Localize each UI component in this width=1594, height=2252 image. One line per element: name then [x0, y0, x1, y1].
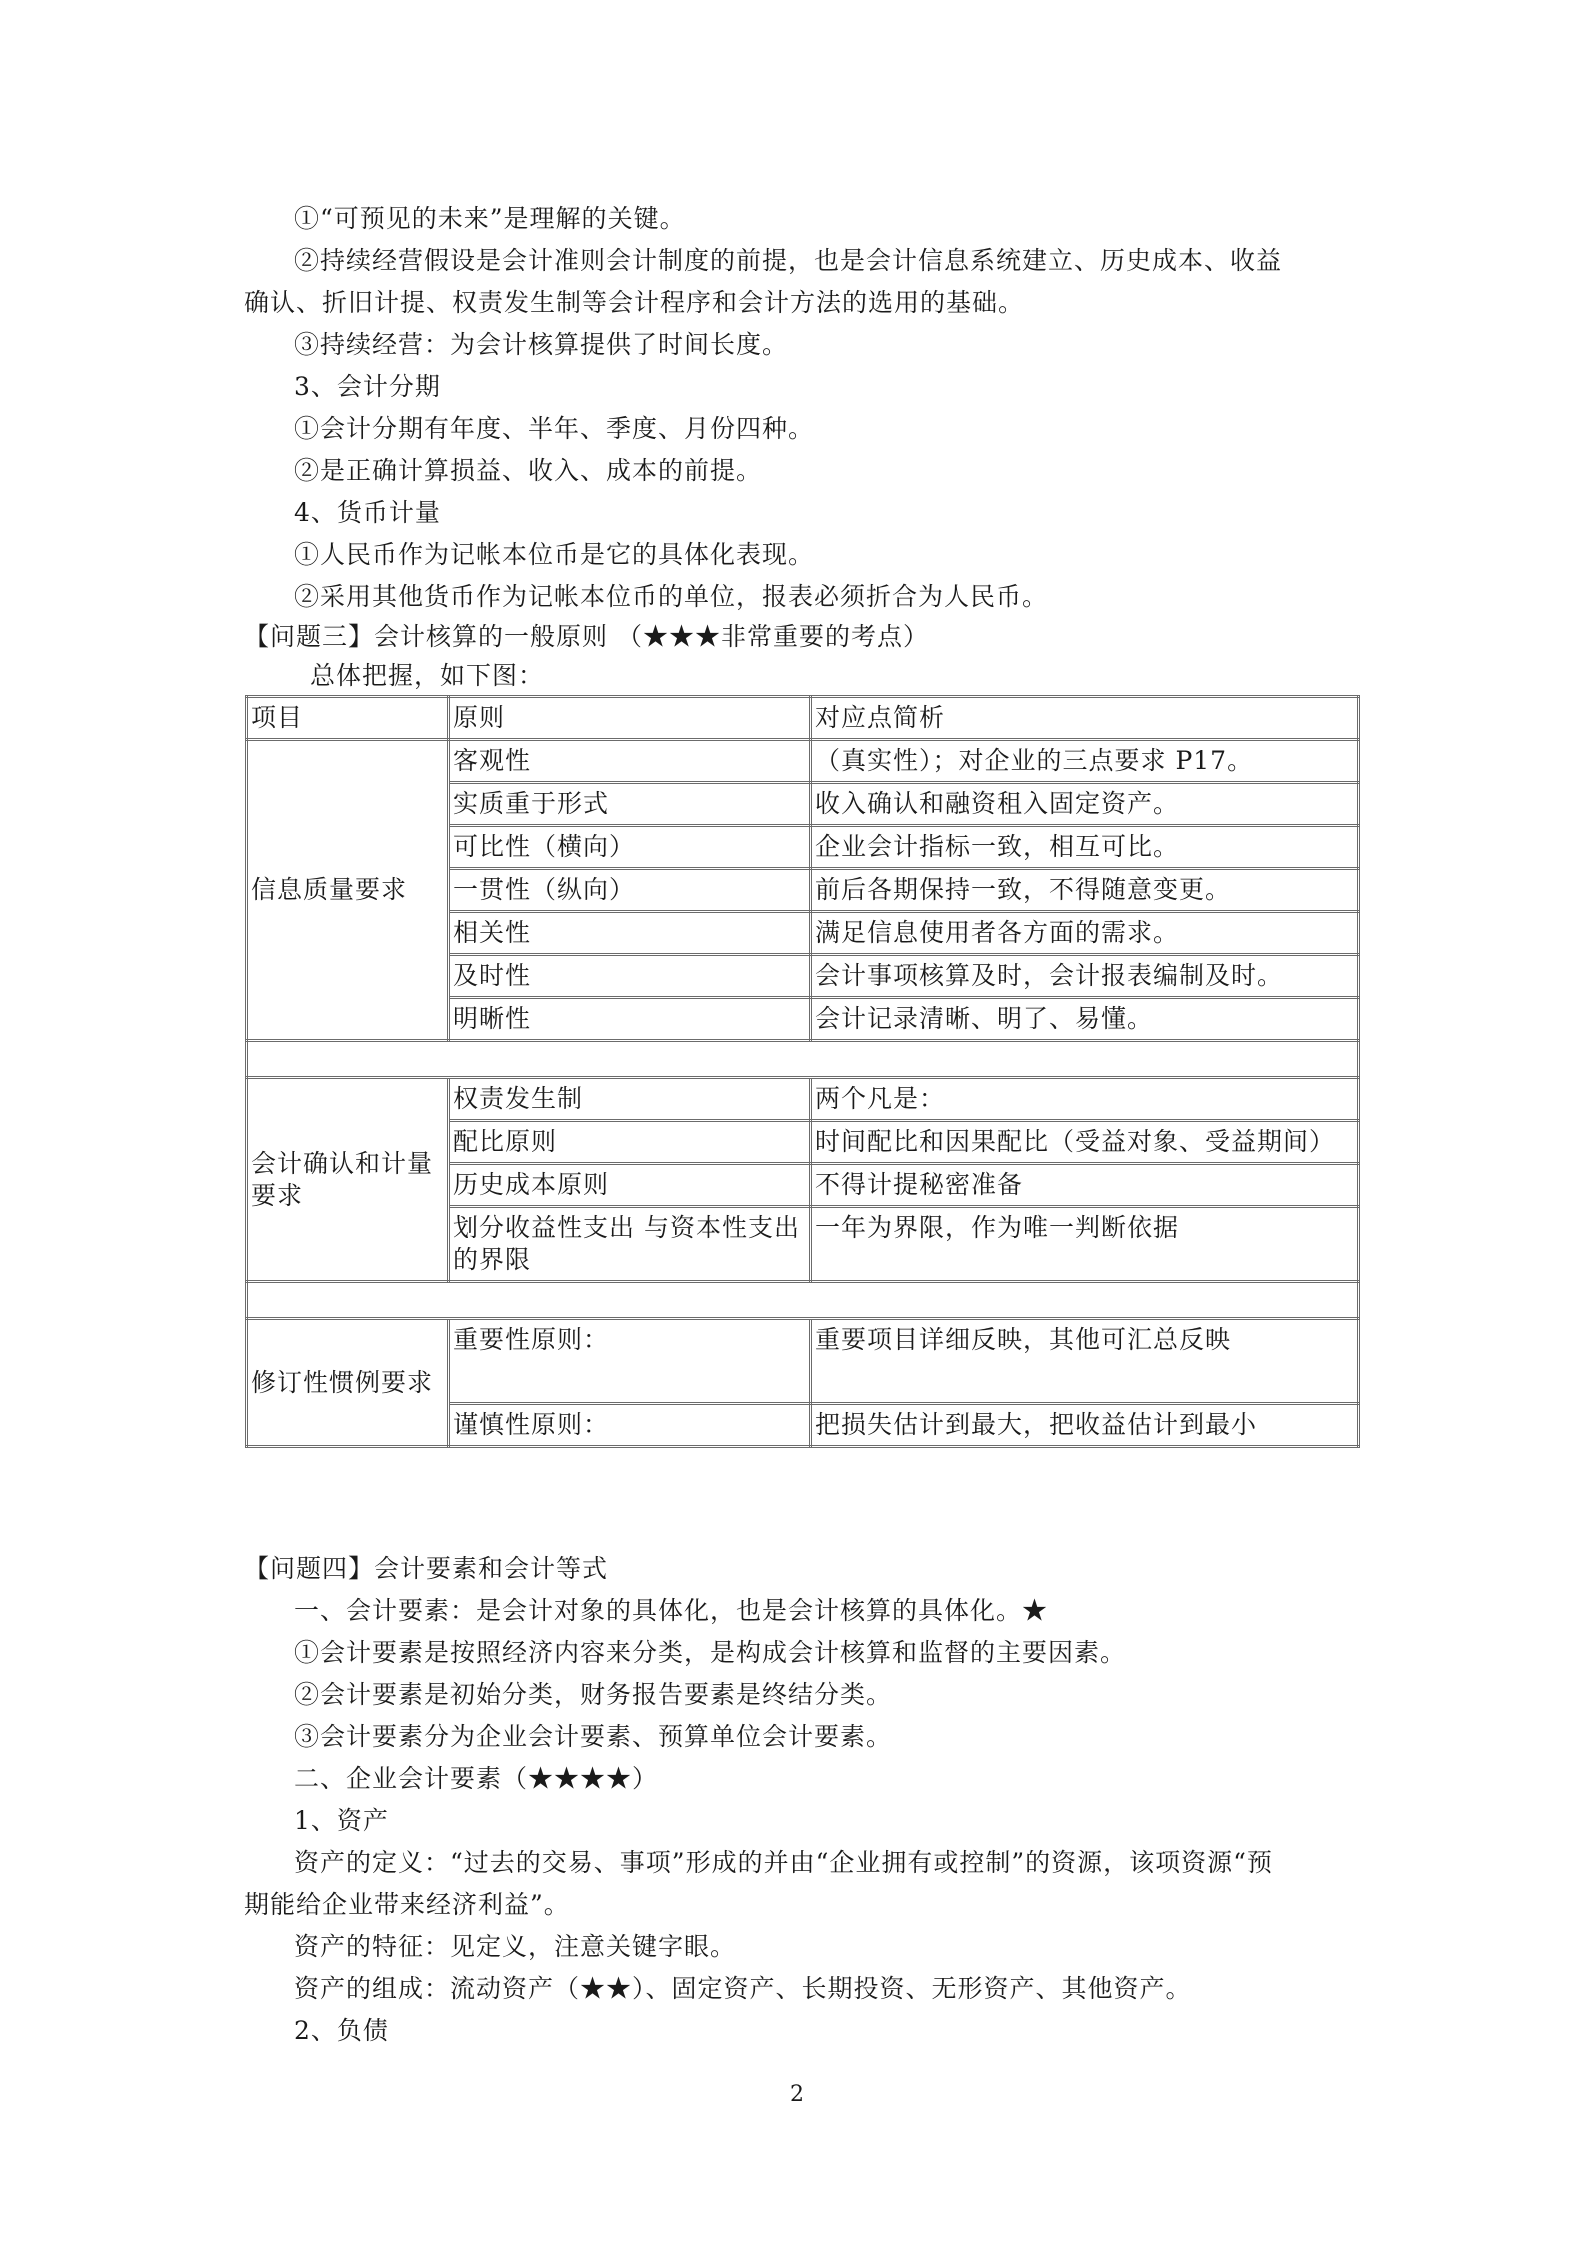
analysis-cell: 前后各期保持一致，不得随意变更。 — [811, 869, 1359, 912]
paragraph-line: ①会计要素是按照经济内容来分类，是构成会计核算和监督的主要因素。 — [294, 1638, 1127, 1667]
principle-cell: 配比原则 — [449, 1121, 811, 1164]
section-heading: 2、负债 — [294, 2016, 389, 2045]
section-heading: 4、货币计量 — [294, 498, 441, 527]
principle-cell: 可比性（横向） — [449, 826, 811, 869]
principle-cell: 权责发生制 — [449, 1078, 811, 1121]
paragraph-line: ②持续经营假设是会计准则会计制度的前提，也是会计信息系统建立、历史成本、收益 — [294, 246, 1283, 275]
paragraph-line: ①会计分期有年度、半年、季度、月份四种。 — [294, 414, 815, 443]
question-heading: 【问题四】会计要素和会计等式 — [244, 1554, 609, 1583]
principle-cell: 谨慎性原则： — [449, 1404, 811, 1447]
analysis-cell: 一年为界限，作为唯一判断依据 — [811, 1207, 1359, 1282]
paragraph-line: ②会计要素是初始分类，财务报告要素是终结分类。 — [294, 1680, 893, 1709]
table-row — [247, 1078, 1359, 1121]
principle-cell: 划分收益性支出 与资本性支出的界限 — [449, 1207, 811, 1282]
section-heading: 3、会计分期 — [294, 372, 441, 401]
analysis-cell: 收入确认和融资租入固定资产。 — [811, 783, 1359, 826]
spacer-row — [247, 1041, 1359, 1078]
section-heading: 二、企业会计要素（★★★★） — [294, 1764, 659, 1793]
principle-cell: 重要性原则： — [449, 1319, 811, 1404]
analysis-cell: 两个凡是： — [811, 1078, 1359, 1121]
paragraph-line: 确认、折旧计提、权责发生制等会计程序和会计方法的选用的基础。 — [244, 288, 1025, 317]
category-cell: 信息质量要求 — [247, 740, 449, 1041]
section-heading: 1、资产 — [294, 1806, 389, 1835]
analysis-cell: 把损失估计到最大，把收益估计到最小 — [811, 1404, 1359, 1447]
paragraph-line: 资产的定义：“过去的交易、事项”形成的并由“企业拥有或控制”的资源，该项资源“预 — [294, 1848, 1273, 1877]
principle-cell: 相关性 — [449, 912, 811, 955]
principles-table — [245, 695, 1360, 1448]
paragraph-line: 资产的组成：流动资产（★★）、固定资产、长期投资、无形资产、其他资产。 — [294, 1974, 1192, 2003]
analysis-cell: 满足信息使用者各方面的需求。 — [811, 912, 1359, 955]
principle-cell: 及时性 — [449, 955, 811, 998]
analysis-cell: 企业会计指标一致，相互可比。 — [811, 826, 1359, 869]
category-cell: 修订性惯例要求 — [247, 1319, 449, 1447]
paragraph-line: ②采用其他货币作为记帐本位币的单位，报表必须折合为人民币。 — [294, 582, 1049, 611]
table-header-cell: 项目 — [247, 697, 449, 740]
table-header-row — [247, 697, 1359, 740]
paragraph-line: 资产的特征：见定义，注意关键字眼。 — [294, 1932, 737, 1961]
paragraph-line: ③会计要素分为企业会计要素、预算单位会计要素。 — [294, 1722, 893, 1751]
paragraph-line: 总体把握，如下图： — [310, 661, 545, 690]
paragraph-line: ①“可预见的未来”是理解的关键。 — [294, 204, 686, 233]
principle-cell: 实质重于形式 — [449, 783, 811, 826]
paragraph-line: ①人民币作为记帐本位币是它的具体化表现。 — [294, 540, 815, 569]
table-header-cell: 原则 — [449, 697, 811, 740]
question-heading: 【问题三】会计核算的一般原则 （★★★非常重要的考点） — [244, 622, 929, 651]
analysis-cell: 重要项目详细反映，其他可汇总反映 — [811, 1319, 1359, 1404]
analysis-cell: 会计记录清晰、明了、易懂。 — [811, 998, 1359, 1041]
paragraph-line: ③持续经营：为会计核算提供了时间长度。 — [294, 330, 789, 359]
category-cell: 会计确认和计量要求 — [247, 1078, 449, 1282]
analysis-cell: （真实性）；对企业的三点要求 P17。 — [811, 740, 1359, 783]
paragraph-line: ②是正确计算损益、收入、成本的前提。 — [294, 456, 763, 485]
table-row — [247, 740, 1359, 783]
paragraph-line: 一、会计要素：是会计对象的具体化，也是会计核算的具体化。★ — [294, 1596, 1049, 1625]
principle-cell: 明晰性 — [449, 998, 811, 1041]
principle-cell: 历史成本原则 — [449, 1164, 811, 1207]
page-number: 2 — [790, 2082, 804, 2107]
spacer-cell — [247, 1041, 1359, 1078]
analysis-cell: 时间配比和因果配比（受益对象、受益期间） — [811, 1121, 1359, 1164]
analysis-cell: 不得计提秘密准备 — [811, 1164, 1359, 1207]
analysis-cell: 会计事项核算及时，会计报表编制及时。 — [811, 955, 1359, 998]
principle-cell: 一贯性（纵向） — [449, 869, 811, 912]
paragraph-line: 期能给企业带来经济利益”。 — [244, 1890, 570, 1919]
table-header-cell: 对应点简析 — [811, 697, 1359, 740]
spacer-row — [247, 1282, 1359, 1319]
table-row — [247, 1319, 1359, 1404]
spacer-cell — [247, 1282, 1359, 1319]
principle-cell: 客观性 — [449, 740, 811, 783]
